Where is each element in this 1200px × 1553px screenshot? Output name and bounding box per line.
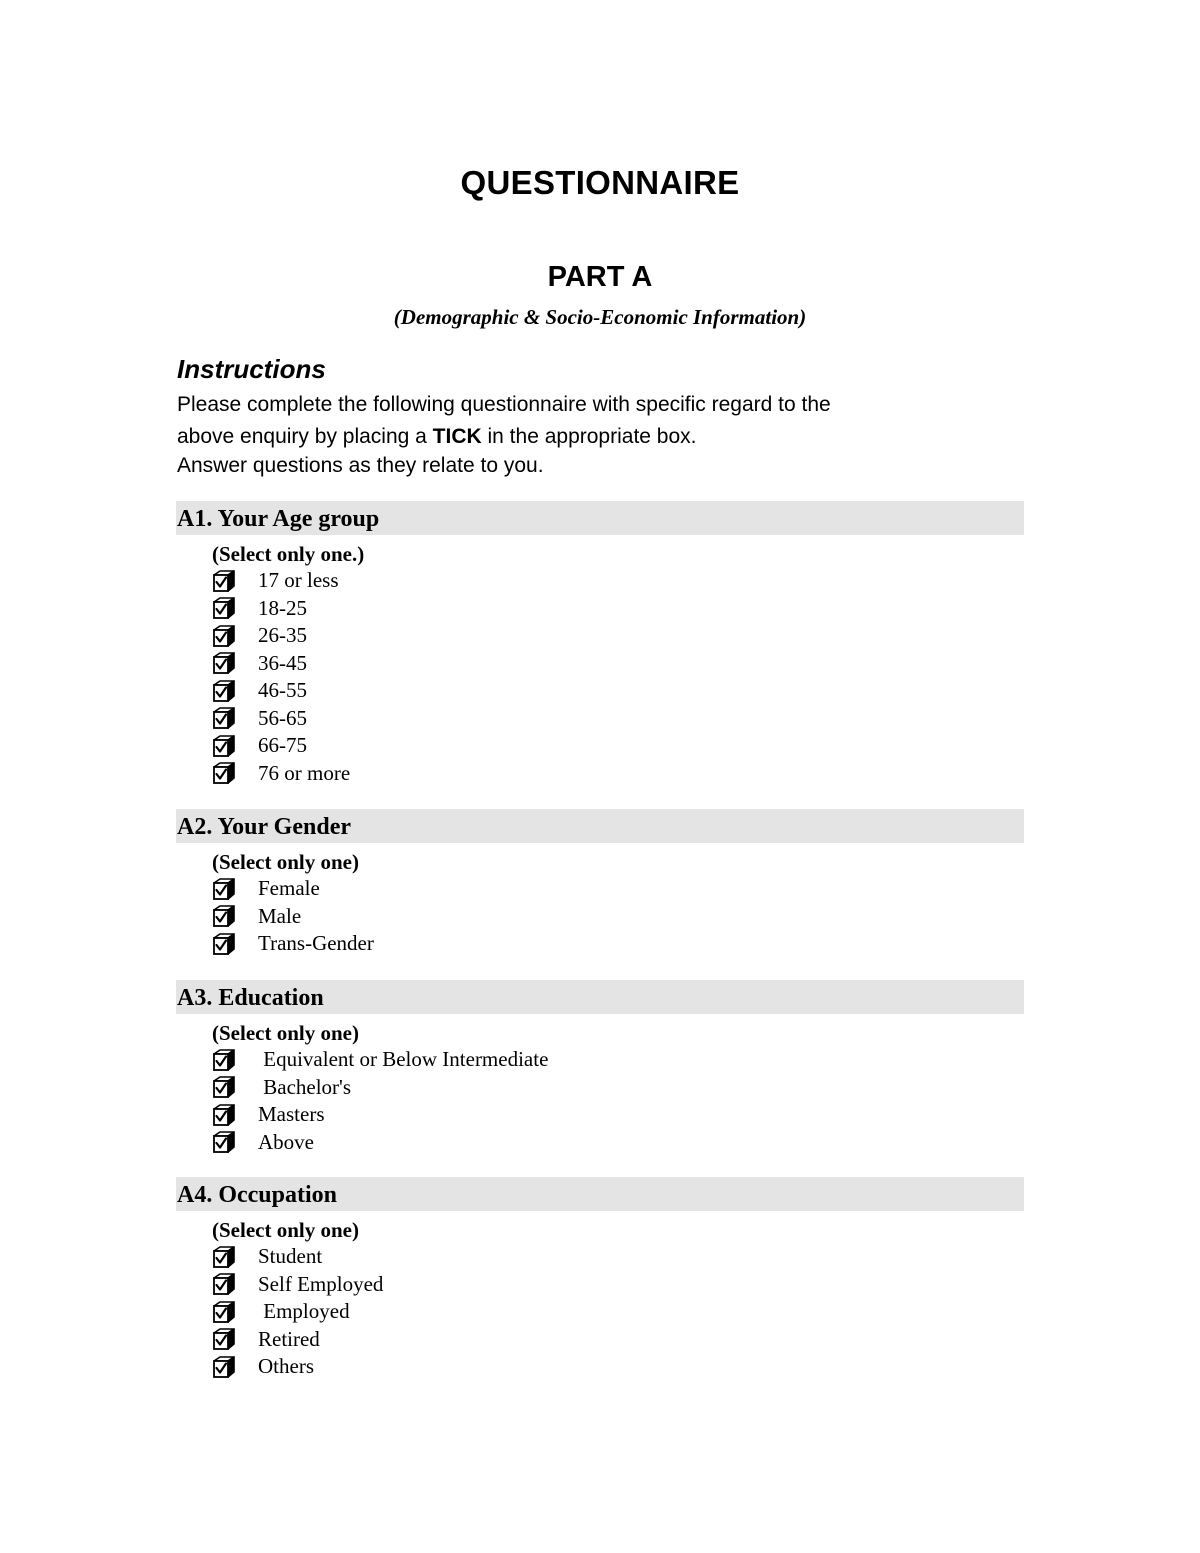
option-item[interactable] [212, 677, 1024, 705]
option-item[interactable] [212, 1243, 1024, 1271]
box-checkbox-icon[interactable] [212, 762, 236, 784]
page-title: QUESTIONNAIRE [460, 164, 740, 201]
box-checkbox-icon[interactable] [212, 1076, 236, 1098]
option-item[interactable] [212, 1046, 1024, 1074]
select-note: (Select only one) [212, 850, 359, 874]
section-header: A4. Occupation [176, 1177, 1024, 1211]
option-label: Female [258, 876, 320, 901]
option-item[interactable] [212, 1129, 1024, 1157]
option-label: 17 or less [258, 568, 339, 593]
option-label: 56-65 [258, 705, 307, 730]
part-subtitle: (Demographic & Socio-Economic Information) [393, 305, 807, 329]
option-item[interactable] [212, 1271, 1024, 1299]
instructions-line-2-start: above enquiry by placing a [177, 425, 433, 448]
box-checkbox-icon[interactable] [212, 1273, 236, 1295]
option-label: Self Employed [258, 1271, 384, 1296]
box-checkbox-icon[interactable] [212, 570, 236, 592]
section-header: A2. Your Gender [176, 809, 1024, 843]
box-checkbox-icon[interactable] [212, 680, 236, 702]
option-label: Bachelor's [258, 1074, 352, 1099]
box-checkbox-icon[interactable] [212, 1328, 236, 1350]
option-label: Others [258, 1354, 314, 1379]
option-label: 18-25 [258, 595, 307, 620]
select-note: (Select only one) [212, 1218, 359, 1242]
instructions-line-1: Please complete the following questionnaire with specific regard to the [177, 393, 831, 416]
option-label: 76 or more [258, 760, 351, 785]
option-label: Retired [258, 1326, 320, 1351]
option-item[interactable] [212, 732, 1024, 760]
box-checkbox-icon[interactable] [212, 1356, 236, 1378]
box-checkbox-icon[interactable] [212, 1246, 236, 1268]
option-label: Employed [258, 1299, 350, 1324]
option-item[interactable] [212, 595, 1024, 623]
tick-emphasis: TICK [432, 425, 482, 448]
option-label: Male [258, 903, 302, 928]
option-item[interactable] [212, 705, 1024, 733]
instructions-line-2-end: in the appropriate box. [481, 425, 697, 448]
box-checkbox-icon[interactable] [212, 652, 236, 674]
option-item[interactable] [212, 1101, 1024, 1129]
option-label: 46-55 [258, 678, 307, 703]
option-label: Student [258, 1244, 323, 1269]
section-age-group [176, 501, 1024, 787]
select-note: (Select only one) [212, 1021, 359, 1045]
section-gender [176, 809, 1024, 958]
box-checkbox-icon[interactable] [212, 878, 236, 900]
option-item[interactable] [212, 1353, 1024, 1381]
box-checkbox-icon[interactable] [212, 625, 236, 647]
option-item[interactable] [212, 1326, 1024, 1354]
instructions-line-2 [177, 425, 696, 449]
option-label: Masters [258, 1102, 325, 1127]
option-item[interactable] [212, 760, 1024, 788]
option-label: Above [258, 1129, 314, 1154]
option-label: 26-35 [258, 623, 307, 648]
box-checkbox-icon[interactable] [212, 1104, 236, 1126]
box-checkbox-icon[interactable] [212, 597, 236, 619]
option-item[interactable] [212, 650, 1024, 678]
section-header: A3. Education [176, 980, 1024, 1014]
instructions-line-3: Answer questions as they relate to you. [177, 454, 544, 477]
option-item[interactable] [212, 875, 1024, 903]
box-checkbox-icon[interactable] [212, 1131, 236, 1153]
part-title: PART A [547, 261, 653, 293]
option-label: Trans-Gender [258, 931, 374, 956]
select-note: (Select only one.) [212, 542, 365, 566]
section-header: A1. Your Age group [176, 501, 1024, 535]
box-checkbox-icon[interactable] [212, 933, 236, 955]
option-label: Equivalent or Below Intermediate [258, 1047, 549, 1072]
section-education [176, 980, 1024, 1156]
option-label: 36-45 [258, 650, 307, 675]
box-checkbox-icon[interactable] [212, 735, 236, 757]
instructions-heading: Instructions [177, 354, 326, 384]
option-item[interactable] [212, 1074, 1024, 1102]
option-item[interactable] [212, 930, 1024, 958]
option-item[interactable] [212, 1298, 1024, 1326]
box-checkbox-icon[interactable] [212, 1301, 236, 1323]
option-label: 66-75 [258, 733, 307, 758]
option-item[interactable] [212, 903, 1024, 931]
section-occupation [176, 1177, 1024, 1381]
box-checkbox-icon[interactable] [212, 707, 236, 729]
box-checkbox-icon[interactable] [212, 1049, 236, 1071]
option-item[interactable] [212, 567, 1024, 595]
option-item[interactable] [212, 622, 1024, 650]
box-checkbox-icon[interactable] [212, 905, 236, 927]
